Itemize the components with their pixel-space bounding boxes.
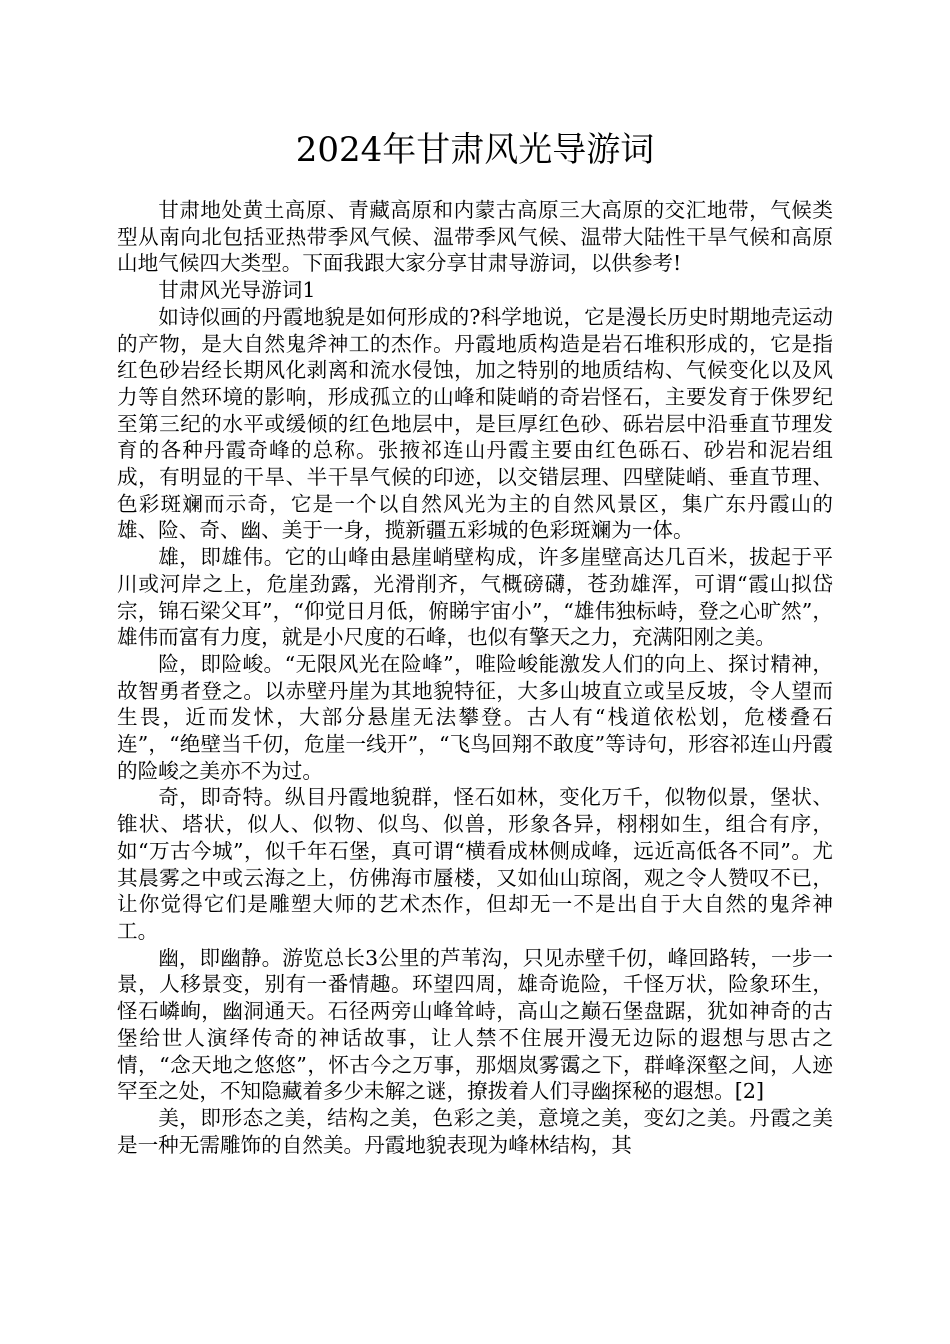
- paragraph-danxia-formation: 如诗似画的丹霞地貌是如何形成的?科学地说，它是漫长历史时期地壳运动的产物，是大自然鬼斧神工的杰作。丹霞地质构造是岩石堆积形成的，它是指红色砂岩经长期风化剥离和流水侵蚀，加之特别的地质结构、气候变化以及风力等自然环境的影响，形成孤立的山峰和陡峭的奇岩怪石，主要发育于侏罗纪至第三纪的水平或缓倾的红色地层中，是巨厚红色砂、砾岩层中沿垂直节理发育的各种丹霞奇峰的总称。张掖祁连山丹霞主要由红色砾石、砂岩和泥岩组成，有明显的干旱、半干旱气候的印迹，以交错层理、四壁陡峭、垂直节理、色彩斑斓而示奇，它是一个以自然风光为主的自然风景区，集广东丹霞山的雄、险、奇、幽、美于一身，揽新疆五彩城的色彩斑斓为一体。: [117, 304, 833, 543]
- document-title: 2024年甘肃风光导游词: [295, 130, 655, 170]
- paragraph-perilous: 险，即险峻。“无限风光在险峰”，唯险峻能激发人们的向上、探讨精神，故智勇者登之。以赤壁丹崖为其地貌特征，大多山坡直立或呈反坡，令人望而生畏，近而发怵，大部分悬崖无法攀登。古人有“栈道依松划，危楼叠石连”，“绝壁当千仞，危崖一线开”，“飞鸟回翔不敢度”等诗句，形容祁连山丹霞的险峻之美亦不为过。: [117, 651, 833, 783]
- paragraph-majestic: 雄，即雄伟。它的山峰由悬崖峭壁构成，许多崖壁高达几百米，拔起于平川或河岸之上，危崖劲露，光滑削齐，气概磅礴，苍劲雄浑，可谓“霞山拟岱宗，锦石梁父耳”，“仰觉日月低，俯睇宇宙小”，“雄伟独标峙，登之心旷然”，雄伟而富有力度，就是小尺度的石峰，也似有擎天之力，充满阳刚之美。: [117, 545, 833, 650]
- document-body: [117, 197, 833, 1158]
- paragraph-serene: 幽，即幽静。游览总长3公里的芦苇沟，只见赤壁千仞，峰回路转，一步一景，人移景变，别有一番情趣。环望四周，雄奇诡险，千怪万状，险象环生，怪石嶙峋，幽洞通天。石径两旁山峰耸峙，高山之巅石堡盘踞，犹如神奇的古堡给世人演绎传奇的神话故事，让人禁不住展开漫无边际的遐想与思古之情，“念天地之悠悠”，怀古今之万事，那烟岚雾霭之下，群峰深壑之间，人迹罕至之处，不知隐藏着多少未解之谜，撩拨着人们寻幽探秘的遐想。[2]: [117, 945, 833, 1104]
- section-heading: 甘肃风光导游词1: [158, 278, 316, 303]
- paragraph-beauty: 美，即形态之美，结构之美，色彩之美，意境之美，变幻之美。丹霞之美是一种无需雕饰的自然美。丹霞地貌表现为峰林结构，其: [117, 1105, 833, 1157]
- intro-paragraph: 甘肃地处黄土高原、青藏高原和内蒙古高原三大高原的交汇地带，气候类型从南向北包括亚热带季风气候、温带季风气候、温带大陆性干旱气候和高原山地气候四大类型。下面我跟大家分享甘肃导游词，以供参考!: [117, 198, 833, 276]
- paragraph-peculiar: 奇，即奇特。纵目丹霞地貌群，怪石如林，变化万千，似物似景，堡状、锥状、塔状，似人、似物、似鸟、似兽，形象各异，栩栩如生，组合有序，如“万古今城”，似千年石堡，真可谓“横看成林侧成峰，远近高低各不同”。尤其晨雾之中或云海之上，仿佛海市蜃楼，又如仙山琼阁，观之令人赞叹不已，让你觉得它们是雕塑大师的艺术杰作，但却无一不是出自于大自然的鬼斧神工。: [117, 785, 833, 943]
